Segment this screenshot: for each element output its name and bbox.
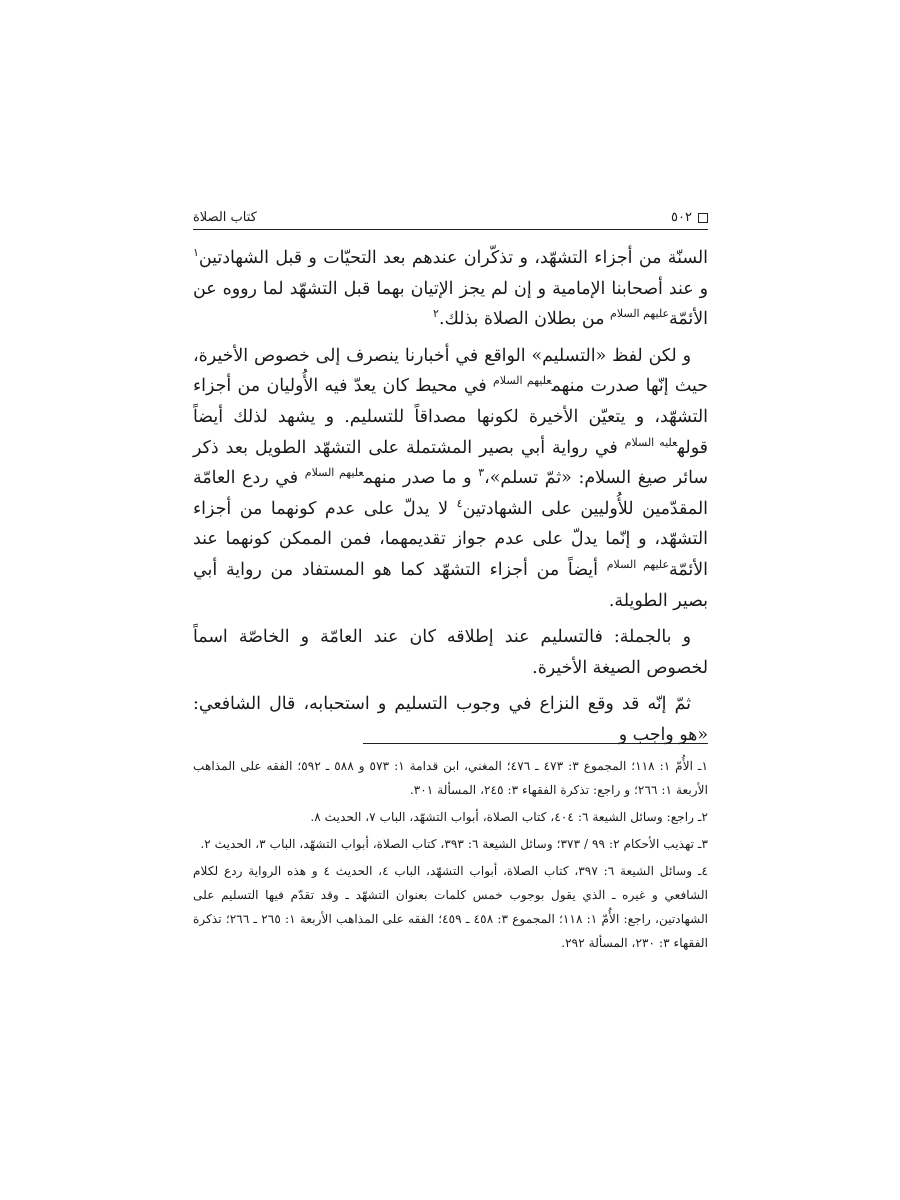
footnote-3: ٣ـ تهذيب الأحكام ٢: ٩٩ / ٣٧٣؛ وسائل الشيعة ٦: ٣٩٣، كتاب الصلاة، أبواب التشهّد، الباب ٣، الحديث ٢.: [200, 837, 708, 851]
page-number-block: [671, 210, 708, 225]
footnote-ref: ١: [193, 246, 199, 260]
paragraph-text: و لكن لفظ «التسليم» الواقع في أخبارنا ينصرف إلى خصوص الأخيرة، حيث إنّها صدرت منهم: [193, 345, 708, 397]
footnote-ref: ٢: [433, 307, 439, 321]
paragraph-text: في ردع العامّة المقدّمين للأُوليين على الشهادتين: [193, 468, 708, 519]
honorific: عليه السلام: [624, 435, 678, 449]
paragraph-text: و عند أصحابنا الإمامية و إن لم يجز الإتيان بهما قبل التشهّد لما رووه عن الأئمّة: [193, 278, 708, 330]
paragraph-text: في محيط كان يعدّ فيه الأُوليان من أجزاء التشهّد، و يتعيّن الأخيرة لكونها مصداقاً للتسليم. و يشهد لذلك أيضاً قوله: [193, 376, 708, 458]
book-title: كتاب الصلاة: [193, 210, 257, 225]
paragraph-text: في رواية أبي بصير المشتملة على التشهّد الطويل بعد ذكر سائر صيغ السلام: «ثمّ تسلم»،: [193, 437, 709, 489]
footnote-ref: ٣: [478, 466, 485, 480]
footnote-4: ٤ـ وسائل الشيعة ٦: ٣٩٧، كتاب الصلاة، أبواب التشهّد، الباب ٤، الحديث ٤ و هذه الرواية ردع لكلام الشافعي و غيره ـ الذي يقول بوجوب خمس كلمات بعنوان التشهّد ـ وقد تقدّم فيها التسليم على الشهادتين، راجع: الأُمّ ١: ١١٨؛ المجموع ٣: ٤٥٨ ـ ٤٥٩؛ الفقه على المذاهب الأربعة ١: ٢٦٥ ـ ٢٦٦؛ تذكرة الفقهاء ٣: ٢٣٠، المسألة ٢٩٢.: [193, 864, 709, 950]
paragraph-3: و بالجملة: فالتسليم عند إطلاقه كان عند العامّة و الخاصّة اسماً لخصوص الصيغة الأخيرة.: [193, 627, 708, 678]
paragraph-text: لا يدلّ على عدم كونهما من أجزاء التشهّد، و إنّما يدلّ على عدم جواز تقديمهما، فمن الممكن كونهما عند الأئمّة: [193, 498, 708, 580]
paragraph-4: ثمّ إنّه قد وقع النزاع في وجوب التسليم و استحبابه، قال الشافعي: «هو واجب و: [193, 694, 708, 745]
honorific: عليهم السلام: [610, 307, 670, 321]
footnote-1: ١ـ الأُمّ ١: ١١٨؛ المجموع ٣: ٤٧٣ ـ ٤٧٦؛ المغني، ابن قدامة ١: ٥٧٣ و ٥٨٨ ـ ٥٩٢؛ الفقه على المذاهب الأربعة ١: ٢٦٦؛ و راجع: تذكرة الفقهاء ٣: ٢٤٥، المسألة ٣٠١.: [193, 759, 709, 797]
footnote-2: ٢ـ راجع: وسائل الشيعة ٦: ٤٠٤، كتاب الصلاة، أبواب التشهّد، الباب ٧، الحديث ٨.: [310, 810, 708, 824]
running-header: [193, 199, 708, 225]
honorific: عليهم السلام: [304, 466, 364, 480]
page-number: ٥٠٢: [671, 210, 692, 225]
honorific: عليهم السلام: [606, 558, 670, 572]
square-ornament-icon: [698, 213, 708, 223]
header-rule: [193, 229, 708, 230]
paragraph-text: من بطلان الصلاة بذلك.: [438, 309, 611, 330]
footnotes: [193, 754, 708, 958]
paragraph-2: [193, 341, 708, 616]
book-page: [193, 0, 708, 1200]
paragraph-text: و ما صدر منهم: [363, 468, 479, 489]
body-text: [193, 243, 708, 751]
paragraph-1: [193, 243, 708, 335]
paragraph-text: السنّة من أجزاء التشهّد، و تذكّران عندهم بعد التحيّات و قبل الشهادتين: [198, 248, 708, 268]
honorific: عليهم السلام: [493, 374, 552, 388]
paragraph-text: أيضاً من أجزاء التشهّد كما هو المستفاد من رواية أبي بصير الطويلة.: [193, 559, 708, 611]
footnote-ref: ٤: [456, 496, 463, 510]
footnote-rule: [363, 743, 708, 744]
